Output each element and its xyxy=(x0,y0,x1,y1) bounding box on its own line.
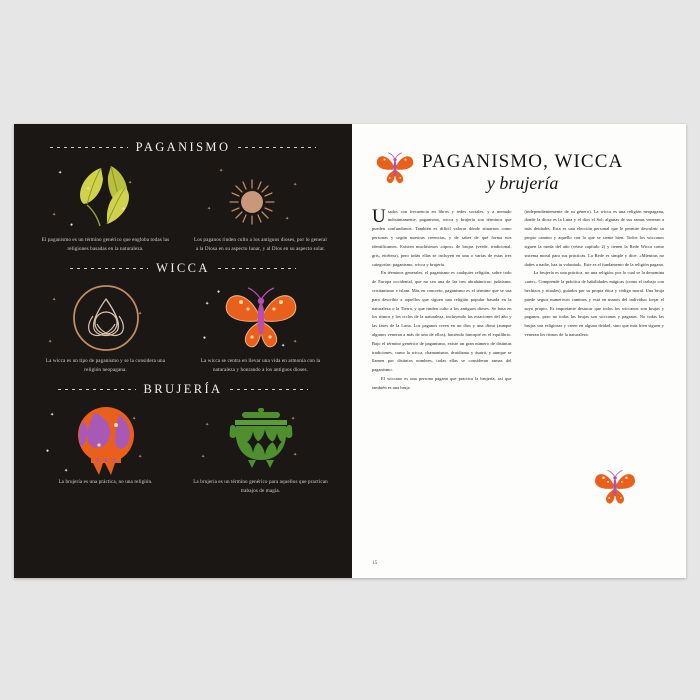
page-title xyxy=(374,148,664,194)
card-row xyxy=(28,399,338,497)
card-wicca-2 xyxy=(183,278,338,376)
card-paganismo-2 xyxy=(183,157,338,255)
dashed-rule-left xyxy=(50,147,128,148)
paragraph-text: sados con frecuencia en libros y redes sociales, y a menudo indistintamente, paganismo, wicca y brujería son términos que pueden confundirnos. También es difícil valorar dónde situarnos como personas y según nuestras creencias, y de saber de qué forma nos identificamos. Existen muchísimos «tipos» de brujas (verde, tradicional, gris, etcétera), pero todas ellas se incluyen en una o varias de estas tres categorías: paganismo, wicca y brujería. xyxy=(372,208,512,267)
title-text-group xyxy=(422,148,623,194)
triquetra-icon: ✦ ✦ ✦ xyxy=(34,282,177,354)
section-title: PAGANISMO xyxy=(135,140,231,154)
card-wicca-1 xyxy=(28,278,183,376)
card-row xyxy=(28,157,338,255)
dashed-rule-left xyxy=(70,268,148,269)
sun-moon-icon: ✦ ✦ ✦ ✦ xyxy=(207,169,298,222)
paragraph xyxy=(372,205,512,270)
drop-cap: U xyxy=(372,205,386,227)
paragraph: (independientemente de su género). La wicca es una religión neopagana, donde la diosa es la Luna y el dios el Sol; algunas de sus ramas veneran a más deidades. Esta es una elección personal que le permite descubrir su propio camino y aquello con lo que se siente bien. Todos los wiccanos siguen la rueda del año (véase capítulo 2) y tienen la Rede Wicca como sistema moral para sus prácticas. La Rede es simple y dice: «Mientras no dañes a nadie, haz tu voluntad». Este es el fundamento de la religión pagana. xyxy=(524,208,664,267)
card-caption: La wicca es un tipo de paganismo y se la considera una religión neopagana. xyxy=(45,357,166,374)
paragraph: El wiccano es una persona pagana que practica la brujería, así que también es una bruja xyxy=(372,376,512,390)
page-number: 15 xyxy=(372,561,378,566)
paragraph: En términos generales, el paganismo es cualquier religión, sobre todo de Europa occidental, que no sea una de las tres abrahámicas: judaísmo, cristianismo e islam. Más en concreto, paganismo es el término que se usa para describir a aquellos que siguen una religión popular basada en la naturaleza o la Tierra, y que rinden culto a los antiguos dioses. Se basa en los ritmos y los ciclos de la naturaleza, incluyendo las estaciones del año y las fases de la Luna. Los paganos creen en un dios y una diosa (aunque algunos veneran a más de uno de ellos), haciendo hincapié en el equilibrio. Bajo el término genérico de paganismo, existe un gran número de distintas tradiciones, como la wicca, chamanismo, druidismo y ásatrú, y aunque se llamen por distintos nombres, todas ellas se consideran ramas del paganismo. xyxy=(372,270,512,373)
dashed-rule-right xyxy=(218,268,296,269)
leaves-icon: ✦ ✦ ● ✦ ● ✦ xyxy=(34,161,177,233)
title-subtitle: y brujería xyxy=(486,172,559,193)
card-row xyxy=(28,278,338,376)
section-wicca xyxy=(28,261,338,376)
card-paganismo-1 xyxy=(28,157,183,255)
column-right xyxy=(525,208,665,566)
card-caption: La brujería es una práctica, no una religión. xyxy=(58,478,153,485)
card-brujeria-1 xyxy=(28,399,183,497)
butterfly-icon: ✦ ● ✦ ● ✦ ✦ xyxy=(203,289,298,349)
dashed-rule-right xyxy=(238,147,316,148)
dashed-rule-left xyxy=(58,389,136,390)
butterfly-icon xyxy=(592,466,638,508)
section-title: BRUJERÍA xyxy=(143,381,223,396)
title-main: PAGANISMO, WICCA xyxy=(422,151,624,172)
right-page xyxy=(352,124,686,578)
dashed-rule-right xyxy=(230,389,308,390)
section-header xyxy=(28,382,338,397)
crystal-ball-icon: ✦ ✦ ● ✦ ✦ xyxy=(34,403,177,475)
cauldron-icon: ✦ ✦ ✦ ✦ xyxy=(189,403,332,475)
body-columns xyxy=(372,205,664,566)
card-brujeria-2 xyxy=(183,399,338,497)
card-caption: Los paganos rinden culto a los antiguos dioses, por lo general a la Diosa en su aspecto lunar, y al Dios en su aspecto solar. xyxy=(194,237,327,253)
column-left xyxy=(372,205,512,566)
section-header xyxy=(28,261,338,276)
card-caption: La brujería es un término genérico para aquellos que practican trabajos de magia. xyxy=(193,478,328,495)
butterfly-icon xyxy=(374,148,416,188)
section-paganismo xyxy=(28,140,338,255)
card-caption: El paganismo es un término genérico que engloba todas las religiones basadas en la naturaleza. xyxy=(41,237,170,253)
book-spread xyxy=(14,124,686,578)
card-caption: La wicca se centra en llevar una vida en armonía con la naturaleza y honrando a los antiguos dioses. xyxy=(200,357,321,374)
section-title: WICCA xyxy=(156,260,210,275)
section-header xyxy=(28,140,338,155)
section-brujeria xyxy=(28,382,338,497)
left-page xyxy=(14,124,352,578)
paragraph: La brujería es una práctica, no una religión, por lo cual se la denomina «arte». Comprende la práctica de habilidades mágicas (como el trabajo con hechizos y rituales), guiados por su propia ética y código moral. Una bruja puede seguir numerosos caminos y está en manos del individuo forjar el suyo propio. Es importante destacar que todos los wiccanos son brujas y paganos, pero no todas las brujas son wiccanas y paganas. No todas las brujas son religiosas y creen en alguna deidad, sino que más bien siguen y veneran los ritmos de la naturaleza. xyxy=(524,270,664,337)
